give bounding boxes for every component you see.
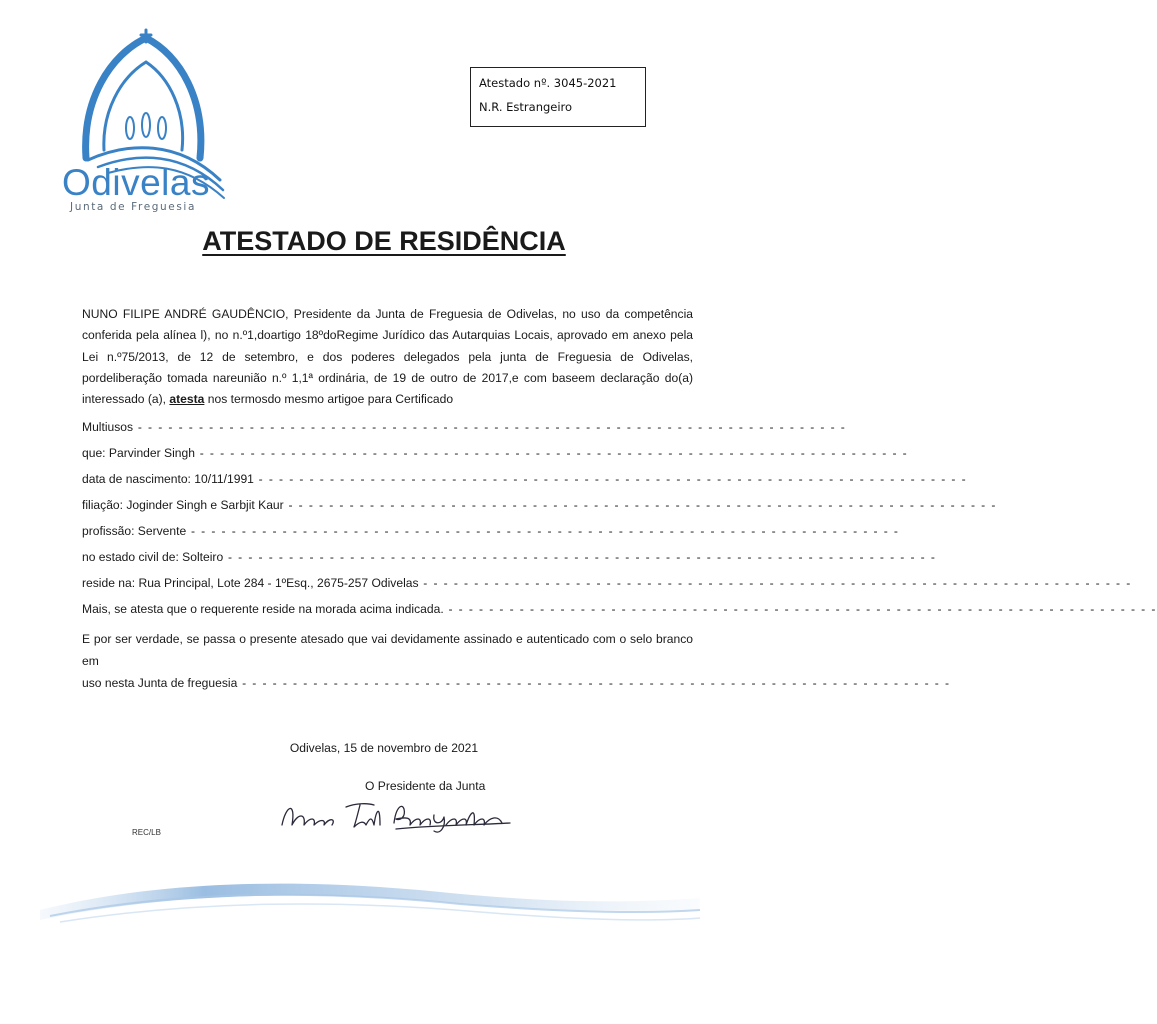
logo-name: Odivelas [62,162,210,203]
field-text: que: Parvinder Singh [82,446,195,460]
odivelas-logo [58,30,233,220]
intro-paragraph [82,304,693,410]
field-text: data de nascimento: 10/11/1991 [82,472,254,486]
dash-fill: - - - - - - - - - - - - - - - - - - - - - - - - - - - - - - - - - - - - - - - - - - - - - - - - - - - - - - - - - - - - - - - - - - - - - - [443,602,1157,616]
certificate-number: Atestado nº. 3045-2021 [479,76,617,90]
field-text: Mais, se atesta que o requerente reside na morada acima indicada. [82,602,444,616]
field-text: profissão: Servente [82,524,187,538]
dash-fill: - - - - - - - - - - - - - - - - - - - - - - - - - - - - - - - - - - - - - - - - - - - - - - - - - - - - - - - - - - - - - - - - - - - - - - [186,524,900,538]
dash-fill: - - - - - - - - - - - - - - - - - - - - - - - - - - - - - - - - - - - - - - - - - - - - - - - - - - - - - - - - - - - - - - - - - - - - - - [253,472,968,486]
dash-fill: - - - - - - - - - - - - - - - - - - - - - - - - - - - - - - - - - - - - - - - - - - - - - - - - - - - - - - - - - - - - - - - - - - - - - - [133,420,847,434]
field-line [82,498,997,518]
logo-subtitle: Junta de Freguesia [70,201,196,213]
document-title: ATESTADO DE RESIDÊNCIA [202,226,566,256]
reference-box [470,67,646,127]
field-line [82,576,1132,596]
reference-initials: REC/LB [132,828,161,837]
closing-paragraph [82,628,951,694]
signatory-role: O Presidente da Junta [365,779,486,793]
dash-fill: - - - - - - - - - - - - - - - - - - - - - - - - - - - - - - - - - - - - - - - - - - - - - - - - - - - - - - - - - - - - - - - - - - - - - - [283,498,997,512]
dash-fill: - - - - - - - - - - - - - - - - - - - - - - - - - - - - - - - - - - - - - - - - - - - - - - - - - - - - - - - - - - - - - - - - - - - - - - [418,576,1132,590]
handwritten-signature [276,795,516,835]
field-text: reside na: Rua Principal, Lote 284 - 1ºEsq., 2675-257 Odivelas [82,576,419,590]
decorative-wave [40,870,700,930]
closing-line-2: uso nesta Junta de freguesia [82,676,238,690]
certificate-type: N.R. Estrangeiro [479,100,573,114]
intro-text: NUNO FILIPE ANDRÉ GAUDÊNCIO, Presidente da Junta de Freguesia de Odivelas, no uso da competência conferida pela alínea l), no n.º1,doartigo 18ºdoRegime Jurídico das Autarquias Locais, aprovado em anexo pela Lei n.º75/2013, de 12 de setembro, e dos poderes delegados pela junta de Freguesia de Odivelas, pordeliberação tomada nareunião n.º 1,1ª ordinária, de 19 de outro de 2017,e com baseem declaração do(a) interessado (a), [82,307,693,407]
field-text: Multiusos [82,420,134,434]
closing-line-1: E por ser verdade, se passa o presente atesado que vai devidamente assinado e autenticado com o selo branco em [82,632,693,668]
field-line [82,420,847,440]
field-text: no estado civil de: Solteiro [82,550,224,564]
field-text: filiação: Joginder Singh e Sarbjit Kaur [82,498,284,512]
dash-fill: - - - - - - - - - - - - - - - - - - - - - - - - - - - - - - - - - - - - - - - - - - - - - - - - - - - - - - - - - - - - - - - - - - - - - - [237,676,951,690]
dash-fill: - - - - - - - - - - - - - - - - - - - - - - - - - - - - - - - - - - - - - - - - - - - - - - - - - - - - - - - - - - - - - - - - - - - - - - [194,446,909,460]
intro-tail: nos termosdo mesmo artigoe para Certificado [207,392,454,407]
field-line [82,524,900,544]
place-date: Odivelas, 15 de novembro de 2021 [289,741,479,755]
dash-fill: - - - - - - - - - - - - - - - - - - - - - - - - - - - - - - - - - - - - - - - - - - - - - - - - - - - - - - - - - - - - - - - - - - - - - - [223,550,937,564]
closing-line-2-wrap [82,672,951,694]
field-line [82,602,1157,622]
field-line [82,472,968,492]
field-line [82,550,937,570]
intro-emphasis: atesta [169,392,205,407]
field-line [82,446,909,466]
